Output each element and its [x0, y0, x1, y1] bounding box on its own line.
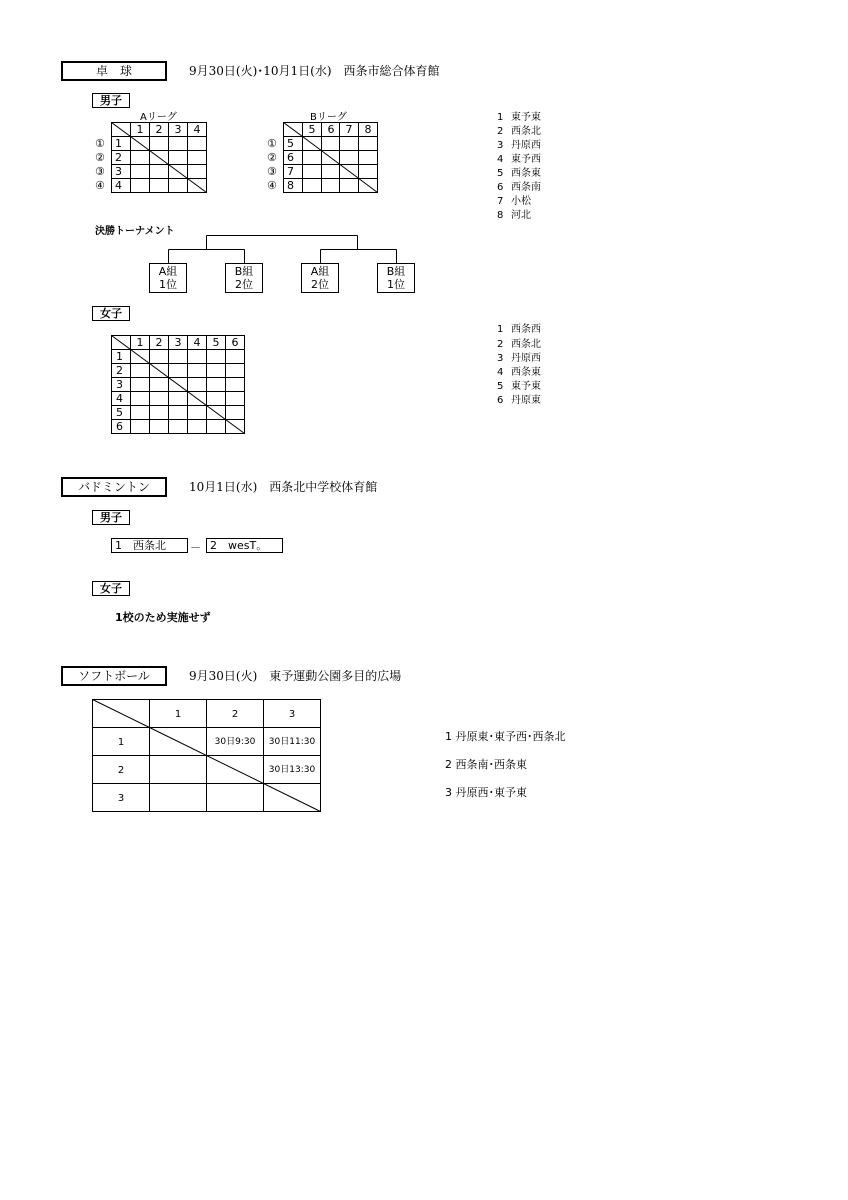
tournament-slot: A組 1位 — [149, 263, 187, 293]
girls-row: 5 — [116, 406, 123, 419]
table-tennis-boys-label: 男子 — [92, 93, 130, 108]
badminton-boys-dash: － — [190, 541, 201, 554]
girls-row: 4 — [116, 392, 123, 405]
girls-row: 2 — [116, 364, 123, 377]
league-b-title: Bリーグ — [310, 112, 347, 123]
league-b-row-num: 8 — [287, 179, 294, 192]
girls-row: 1 — [116, 350, 123, 363]
league-a-col: 2 — [155, 123, 163, 136]
softball-cell: 30日11:30 — [268, 737, 316, 747]
girls-col: 5 — [212, 336, 220, 349]
league-a-row-mark: ② — [95, 151, 105, 164]
league-b-col: 5 — [308, 123, 316, 136]
softball-cell: 30日9:30 — [214, 737, 256, 747]
badminton-title: バドミントン — [61, 477, 167, 497]
list-item: 3 丹原西 — [497, 140, 541, 151]
badminton-info: 10月1日(水) 西条北中学校体育館 — [189, 480, 378, 494]
girls-col: 3 — [174, 336, 182, 349]
girls-col: 1 — [136, 336, 144, 349]
badminton-boys-right: 2 wesT。 — [206, 538, 283, 553]
league-a-title: Aリーグ — [140, 112, 177, 123]
tournament-title: 決勝トーナメント — [95, 226, 175, 237]
league-a-row-mark: ① — [95, 137, 105, 150]
softball-row: 2 — [117, 765, 125, 776]
softball-info: 9月30日(火) 東予運動公園多目的広場 — [189, 669, 402, 683]
tournament-bracket — [160, 232, 410, 266]
list-item: 3 丹原西･東予東 — [445, 786, 527, 799]
league-a-row-num: 4 — [115, 179, 122, 192]
list-item: 4 西条東 — [497, 367, 541, 378]
league-a-col: 4 — [193, 123, 201, 136]
league-b-row-mark: ③ — [267, 165, 277, 178]
tournament-slot: A組 2位 — [301, 263, 339, 293]
list-item: 6 丹原東 — [497, 395, 541, 406]
softball-title: ソフトボール — [61, 666, 167, 686]
league-a-col: 1 — [136, 123, 144, 136]
table-tennis-info: 9月30日(火)･10月1日(水) 西条市総合体育館 — [189, 64, 440, 78]
girls-row: 3 — [116, 378, 123, 391]
list-item: 1 東予東 — [497, 112, 541, 123]
league-a-row-num: 1 — [115, 137, 122, 150]
league-a-row-mark: ④ — [95, 179, 105, 192]
softball-col: 2 — [231, 709, 239, 720]
league-b-col: 7 — [345, 123, 353, 136]
girls-col: 2 — [155, 336, 163, 349]
girls-row: 6 — [116, 420, 123, 433]
league-a-grid — [90, 120, 210, 196]
badminton-girls-label: 女子 — [92, 581, 130, 596]
list-item: 2 西条南･西条東 — [445, 758, 527, 771]
league-a-row-num: 3 — [115, 165, 122, 178]
list-item: 4 東予西 — [497, 154, 541, 165]
softball-grid — [90, 697, 325, 815]
softball-cell: 30日13:30 — [268, 765, 316, 775]
list-item: 5 西条東 — [497, 168, 541, 179]
league-b-row-num: 7 — [287, 165, 294, 178]
league-b-row-mark: ② — [267, 151, 277, 164]
league-b-col: 6 — [327, 123, 335, 136]
tournament-slot: B組 2位 — [225, 263, 263, 293]
tournament-slot: B組 1位 — [377, 263, 415, 293]
league-b-col: 8 — [364, 123, 372, 136]
list-item: 2 西条北 — [497, 339, 541, 350]
list-item: 2 西条北 — [497, 126, 541, 137]
softball-row: 3 — [117, 793, 125, 804]
badminton-girls-note: 1校のため実施せず — [115, 611, 211, 624]
league-b-row-mark: ④ — [267, 179, 277, 192]
list-item: 5 東予東 — [497, 381, 541, 392]
girls-col: 4 — [193, 336, 201, 349]
list-item: 1 西条西 — [497, 324, 541, 335]
list-item: 8 河北 — [497, 210, 531, 221]
softball-row: 1 — [117, 737, 125, 748]
league-a-col: 3 — [174, 123, 182, 136]
list-item: 6 西条南 — [497, 182, 541, 193]
league-a-row-num: 2 — [115, 151, 122, 164]
league-b-row-num: 5 — [287, 137, 294, 150]
badminton-boys-left: 1 西条北 — [111, 538, 188, 553]
girls-round-robin-grid — [108, 332, 248, 438]
list-item: 1 丹原東･東予西･西条北 — [445, 730, 566, 743]
league-b-row-mark: ① — [267, 137, 277, 150]
league-b-row-num: 6 — [287, 151, 294, 164]
list-item: 7 小松 — [497, 196, 531, 207]
girls-col: 6 — [231, 336, 239, 349]
league-a-row-mark: ③ — [95, 165, 105, 178]
table-tennis-title: 卓 球 — [61, 61, 167, 81]
table-tennis-girls-label: 女子 — [92, 306, 130, 321]
list-item: 3 丹原西 — [497, 353, 541, 364]
badminton-boys-label: 男子 — [92, 510, 130, 525]
league-b-grid — [262, 120, 382, 196]
softball-col: 3 — [288, 709, 296, 720]
softball-col: 1 — [174, 709, 182, 720]
